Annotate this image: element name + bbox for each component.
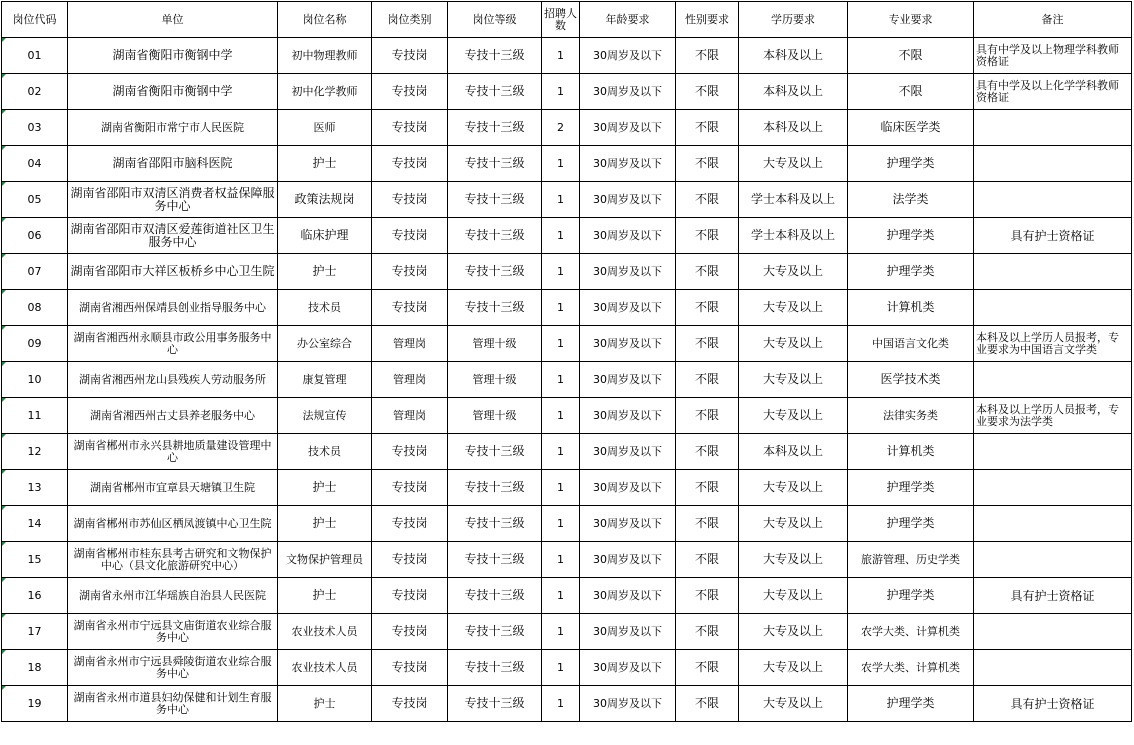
cell-note (974, 182, 1132, 218)
cell-position-category: 专技岗 (372, 506, 448, 542)
cell-major: 旅游管理、历史学类 (848, 542, 974, 578)
cell-gender: 不限 (676, 110, 739, 146)
cell-code: 17 (2, 614, 68, 650)
cell-note (974, 110, 1132, 146)
corner-marker-icon (2, 110, 6, 114)
cell-major: 护理学类 (848, 146, 974, 182)
cell-position-category: 专技岗 (372, 218, 448, 254)
cell-code: 16 (2, 578, 68, 614)
cell-position-level: 专技十三级 (448, 686, 542, 722)
cell-unit: 湖南省邵阳市脑科医院 (68, 146, 278, 182)
header-note: 备注 (974, 2, 1132, 38)
cell-major: 护理学类 (848, 506, 974, 542)
cell-note (974, 650, 1132, 686)
cell-unit: 湖南省邵阳市大祥区板桥乡中心卫生院 (68, 254, 278, 290)
cell-note (974, 434, 1132, 470)
cell-recruit-count: 1 (542, 146, 580, 182)
cell-education: 大专及以上 (739, 326, 848, 362)
cell-age: 30周岁及以下 (580, 326, 676, 362)
cell-code: 08 (2, 290, 68, 326)
cell-gender: 不限 (676, 290, 739, 326)
cell-position-category: 专技岗 (372, 686, 448, 722)
cell-position-name: 康复管理 (278, 362, 372, 398)
cell-position-name: 护士 (278, 470, 372, 506)
cell-education: 大专及以上 (739, 578, 848, 614)
cell-unit: 湖南省衡阳市常宁市人民医院 (68, 110, 278, 146)
cell-position-category: 专技岗 (372, 254, 448, 290)
cell-position-level: 专技十三级 (448, 470, 542, 506)
cell-code: 11 (2, 398, 68, 434)
cell-note: 具有护士资格证 (974, 686, 1132, 722)
corner-marker-icon (2, 506, 6, 510)
cell-age: 30周岁及以下 (580, 578, 676, 614)
cell-position-category: 管理岗 (372, 326, 448, 362)
cell-recruit-count: 1 (542, 470, 580, 506)
cell-unit: 湖南省永州市道县妇幼保健和计划生育服务中心 (68, 686, 278, 722)
cell-unit: 湖南省湘西州龙山县残疾人劳动服务所 (68, 362, 278, 398)
cell-position-category: 专技岗 (372, 542, 448, 578)
cell-position-name: 初中化学教师 (278, 74, 372, 110)
cell-gender: 不限 (676, 182, 739, 218)
cell-code: 09 (2, 326, 68, 362)
cell-position-category: 专技岗 (372, 182, 448, 218)
cell-recruit-count: 1 (542, 578, 580, 614)
cell-recruit-count: 1 (542, 254, 580, 290)
cell-recruit-count: 1 (542, 398, 580, 434)
table-row (2, 38, 1132, 74)
cell-education: 大专及以上 (739, 362, 848, 398)
table-row (2, 434, 1132, 470)
cell-note: 具有护士资格证 (974, 578, 1132, 614)
cell-code: 15 (2, 542, 68, 578)
cell-gender: 不限 (676, 38, 739, 74)
corner-marker-icon (2, 326, 6, 330)
cell-gender: 不限 (676, 686, 739, 722)
corner-marker-icon (2, 434, 6, 438)
cell-position-name: 护士 (278, 146, 372, 182)
cell-position-level: 专技十三级 (448, 614, 542, 650)
cell-major: 中国语言文化类 (848, 326, 974, 362)
cell-recruit-count: 1 (542, 38, 580, 74)
cell-age: 30周岁及以下 (580, 398, 676, 434)
cell-position-name: 技术员 (278, 290, 372, 326)
cell-position-level: 管理十级 (448, 326, 542, 362)
corner-marker-icon (2, 218, 6, 222)
cell-education: 大专及以上 (739, 506, 848, 542)
cell-unit: 湖南省湘西州永顺县市政公用事务服务中心 (68, 326, 278, 362)
cell-position-level: 专技十三级 (448, 182, 542, 218)
cell-education: 大专及以上 (739, 542, 848, 578)
cell-major: 医学技术类 (848, 362, 974, 398)
cell-recruit-count: 1 (542, 290, 580, 326)
cell-unit: 湖南省衡阳市衡钢中学 (68, 38, 278, 74)
corner-marker-icon (2, 578, 6, 582)
table-row (2, 506, 1132, 542)
corner-marker-icon (2, 290, 6, 294)
cell-gender: 不限 (676, 470, 739, 506)
cell-unit: 湖南省衡阳市衡钢中学 (68, 74, 278, 110)
cell-gender: 不限 (676, 326, 739, 362)
cell-age: 30周岁及以下 (580, 218, 676, 254)
cell-position-category: 专技岗 (372, 614, 448, 650)
table-row (2, 218, 1132, 254)
cell-gender: 不限 (676, 434, 739, 470)
cell-age: 30周岁及以下 (580, 434, 676, 470)
cell-gender: 不限 (676, 218, 739, 254)
cell-position-name: 法规宣传 (278, 398, 372, 434)
corner-marker-icon (2, 470, 6, 474)
header-position-name: 岗位名称 (278, 2, 372, 38)
cell-position-category: 专技岗 (372, 38, 448, 74)
cell-position-category: 管理岗 (372, 362, 448, 398)
cell-code: 06 (2, 218, 68, 254)
cell-position-level: 专技十三级 (448, 74, 542, 110)
table-row (2, 182, 1132, 218)
cell-position-level: 专技十三级 (448, 506, 542, 542)
recruitment-table (1, 1, 1132, 722)
cell-position-category: 专技岗 (372, 470, 448, 506)
corner-marker-icon (2, 650, 6, 654)
cell-education: 大专及以上 (739, 146, 848, 182)
table-row (2, 254, 1132, 290)
cell-age: 30周岁及以下 (580, 470, 676, 506)
cell-code: 07 (2, 254, 68, 290)
corner-marker-icon (2, 362, 6, 366)
cell-unit: 湖南省永州市江华瑶族自治县人民医院 (68, 578, 278, 614)
table-row (2, 578, 1132, 614)
cell-unit: 湖南省邵阳市双清区爱莲街道社区卫生服务中心 (68, 218, 278, 254)
cell-position-level: 专技十三级 (448, 218, 542, 254)
table-row (2, 146, 1132, 182)
cell-gender: 不限 (676, 362, 739, 398)
cell-recruit-count: 1 (542, 182, 580, 218)
cell-position-level: 专技十三级 (448, 578, 542, 614)
header-age: 年龄要求 (580, 2, 676, 38)
cell-education: 大专及以上 (739, 290, 848, 326)
cell-recruit-count: 1 (542, 362, 580, 398)
cell-major: 临床医学类 (848, 110, 974, 146)
cell-education: 大专及以上 (739, 686, 848, 722)
cell-age: 30周岁及以下 (580, 686, 676, 722)
corner-marker-icon (2, 38, 6, 42)
corner-marker-icon (2, 254, 6, 258)
cell-education: 本科及以上 (739, 74, 848, 110)
cell-unit: 湖南省郴州市宜章县天塘镇卫生院 (68, 470, 278, 506)
cell-recruit-count: 1 (542, 614, 580, 650)
table-row (2, 290, 1132, 326)
table-row (2, 326, 1132, 362)
cell-note: 本科及以上学历人员报考，专业要求为中国语言文学类 (974, 326, 1132, 362)
cell-position-level: 管理十级 (448, 398, 542, 434)
cell-education: 大专及以上 (739, 470, 848, 506)
cell-recruit-count: 1 (542, 434, 580, 470)
cell-unit: 湖南省永州市宁远县文庙街道农业综合服务中心 (68, 614, 278, 650)
cell-unit: 湖南省湘西州古丈县养老服务中心 (68, 398, 278, 434)
cell-position-name: 政策法规岗 (278, 182, 372, 218)
corner-marker-icon (2, 74, 6, 78)
table-row (2, 110, 1132, 146)
cell-education: 大专及以上 (739, 650, 848, 686)
cell-gender: 不限 (676, 254, 739, 290)
corner-marker-icon (2, 182, 6, 186)
cell-position-level: 专技十三级 (448, 434, 542, 470)
cell-education: 学士本科及以上 (739, 218, 848, 254)
cell-note (974, 290, 1132, 326)
corner-marker-icon (2, 614, 6, 618)
cell-position-name: 初中物理教师 (278, 38, 372, 74)
cell-age: 30周岁及以下 (580, 614, 676, 650)
table-row (2, 542, 1132, 578)
header-major: 专业要求 (848, 2, 974, 38)
cell-major: 护理学类 (848, 470, 974, 506)
cell-note: 具有中学及以上化学学科教师资格证 (974, 74, 1132, 110)
cell-unit: 湖南省湘西州保靖县创业指导服务中心 (68, 290, 278, 326)
corner-marker-icon (2, 146, 6, 150)
cell-note: 本科及以上学历人员报考，专业要求为法学类 (974, 398, 1132, 434)
cell-note (974, 362, 1132, 398)
cell-note (974, 470, 1132, 506)
cell-position-level: 专技十三级 (448, 542, 542, 578)
table-row (2, 686, 1132, 722)
cell-position-name: 护士 (278, 686, 372, 722)
table-row (2, 650, 1132, 686)
cell-position-name: 技术员 (278, 434, 372, 470)
cell-note (974, 614, 1132, 650)
cell-major: 农学大类、计算机类 (848, 650, 974, 686)
table-row (2, 398, 1132, 434)
cell-major: 护理学类 (848, 578, 974, 614)
cell-position-category: 专技岗 (372, 434, 448, 470)
cell-major: 护理学类 (848, 686, 974, 722)
cell-age: 30周岁及以下 (580, 146, 676, 182)
cell-major: 不限 (848, 38, 974, 74)
cell-position-name: 护士 (278, 578, 372, 614)
cell-note (974, 254, 1132, 290)
cell-major: 法律实务类 (848, 398, 974, 434)
cell-education: 大专及以上 (739, 614, 848, 650)
cell-note (974, 146, 1132, 182)
header-education: 学历要求 (739, 2, 848, 38)
table-row (2, 614, 1132, 650)
cell-gender: 不限 (676, 506, 739, 542)
cell-major: 计算机类 (848, 290, 974, 326)
cell-major: 不限 (848, 74, 974, 110)
cell-recruit-count: 1 (542, 218, 580, 254)
cell-recruit-count: 1 (542, 650, 580, 686)
cell-position-category: 专技岗 (372, 74, 448, 110)
cell-recruit-count: 1 (542, 542, 580, 578)
cell-position-name: 医师 (278, 110, 372, 146)
cell-age: 30周岁及以下 (580, 110, 676, 146)
cell-major: 农学大类、计算机类 (848, 614, 974, 650)
cell-gender: 不限 (676, 74, 739, 110)
cell-age: 30周岁及以下 (580, 542, 676, 578)
header-position-category: 岗位类别 (372, 2, 448, 38)
cell-code: 10 (2, 362, 68, 398)
cell-note (974, 542, 1132, 578)
cell-position-name: 护士 (278, 254, 372, 290)
cell-gender: 不限 (676, 614, 739, 650)
cell-position-name: 农业技术人员 (278, 614, 372, 650)
cell-position-level: 专技十三级 (448, 110, 542, 146)
header-code: 岗位代码 (2, 2, 68, 38)
cell-note: 具有护士资格证 (974, 218, 1132, 254)
cell-major: 护理学类 (848, 254, 974, 290)
table-row (2, 470, 1132, 506)
cell-education: 学士本科及以上 (739, 182, 848, 218)
header-unit: 单位 (68, 2, 278, 38)
cell-code: 12 (2, 434, 68, 470)
corner-marker-icon (2, 542, 6, 546)
cell-note (974, 506, 1132, 542)
cell-gender: 不限 (676, 398, 739, 434)
cell-age: 30周岁及以下 (580, 182, 676, 218)
cell-position-name: 文物保护管理员 (278, 542, 372, 578)
cell-position-category: 专技岗 (372, 290, 448, 326)
corner-marker-icon (2, 398, 6, 402)
cell-position-category: 管理岗 (372, 398, 448, 434)
cell-gender: 不限 (676, 578, 739, 614)
cell-recruit-count: 1 (542, 686, 580, 722)
cell-unit: 湖南省永州市宁远县舜陵街道农业综合服务中心 (68, 650, 278, 686)
table-row (2, 362, 1132, 398)
cell-age: 30周岁及以下 (580, 650, 676, 686)
corner-marker-icon (2, 686, 6, 690)
cell-unit: 湖南省郴州市永兴县耕地质量建设管理中心 (68, 434, 278, 470)
header-position-level: 岗位等级 (448, 2, 542, 38)
cell-age: 30周岁及以下 (580, 38, 676, 74)
cell-age: 30周岁及以下 (580, 74, 676, 110)
cell-position-level: 专技十三级 (448, 38, 542, 74)
cell-recruit-count: 1 (542, 326, 580, 362)
header-gender: 性别要求 (676, 2, 739, 38)
cell-recruit-count: 1 (542, 74, 580, 110)
cell-education: 大专及以上 (739, 254, 848, 290)
cell-code: 19 (2, 686, 68, 722)
cell-code: 04 (2, 146, 68, 182)
cell-code: 03 (2, 110, 68, 146)
cell-age: 30周岁及以下 (580, 290, 676, 326)
header-recruit-count: 招聘人数 (542, 2, 580, 38)
cell-position-level: 专技十三级 (448, 146, 542, 182)
cell-code: 02 (2, 74, 68, 110)
cell-gender: 不限 (676, 650, 739, 686)
cell-position-category: 专技岗 (372, 650, 448, 686)
cell-gender: 不限 (676, 542, 739, 578)
cell-position-name: 护士 (278, 506, 372, 542)
cell-position-level: 专技十三级 (448, 650, 542, 686)
cell-education: 大专及以上 (739, 398, 848, 434)
cell-position-category: 专技岗 (372, 110, 448, 146)
cell-major: 法学类 (848, 182, 974, 218)
cell-major: 计算机类 (848, 434, 974, 470)
cell-code: 01 (2, 38, 68, 74)
cell-age: 30周岁及以下 (580, 362, 676, 398)
cell-unit: 湖南省邵阳市双清区消费者权益保障服务中心 (68, 182, 278, 218)
cell-position-level: 专技十三级 (448, 254, 542, 290)
cell-education: 本科及以上 (739, 38, 848, 74)
cell-education: 本科及以上 (739, 434, 848, 470)
cell-unit: 湖南省郴州市苏仙区栖凤渡镇中心卫生院 (68, 506, 278, 542)
cell-position-category: 专技岗 (372, 146, 448, 182)
cell-position-level: 专技十三级 (448, 290, 542, 326)
cell-position-name: 临床护理 (278, 218, 372, 254)
cell-age: 30周岁及以下 (580, 506, 676, 542)
cell-position-name: 办公室综合 (278, 326, 372, 362)
cell-age: 30周岁及以下 (580, 254, 676, 290)
cell-major: 护理学类 (848, 218, 974, 254)
cell-code: 14 (2, 506, 68, 542)
cell-code: 05 (2, 182, 68, 218)
cell-code: 13 (2, 470, 68, 506)
cell-position-category: 专技岗 (372, 578, 448, 614)
header-row (2, 2, 1132, 38)
cell-gender: 不限 (676, 146, 739, 182)
cell-position-level: 管理十级 (448, 362, 542, 398)
cell-code: 18 (2, 650, 68, 686)
cell-note: 具有中学及以上物理学科教师资格证 (974, 38, 1132, 74)
cell-recruit-count: 2 (542, 110, 580, 146)
cell-education: 本科及以上 (739, 110, 848, 146)
cell-recruit-count: 1 (542, 506, 580, 542)
table-row (2, 74, 1132, 110)
cell-unit: 湖南省郴州市桂东县考古研究和文物保护中心（县文化旅游研究中心） (68, 542, 278, 578)
cell-position-name: 农业技术人员 (278, 650, 372, 686)
